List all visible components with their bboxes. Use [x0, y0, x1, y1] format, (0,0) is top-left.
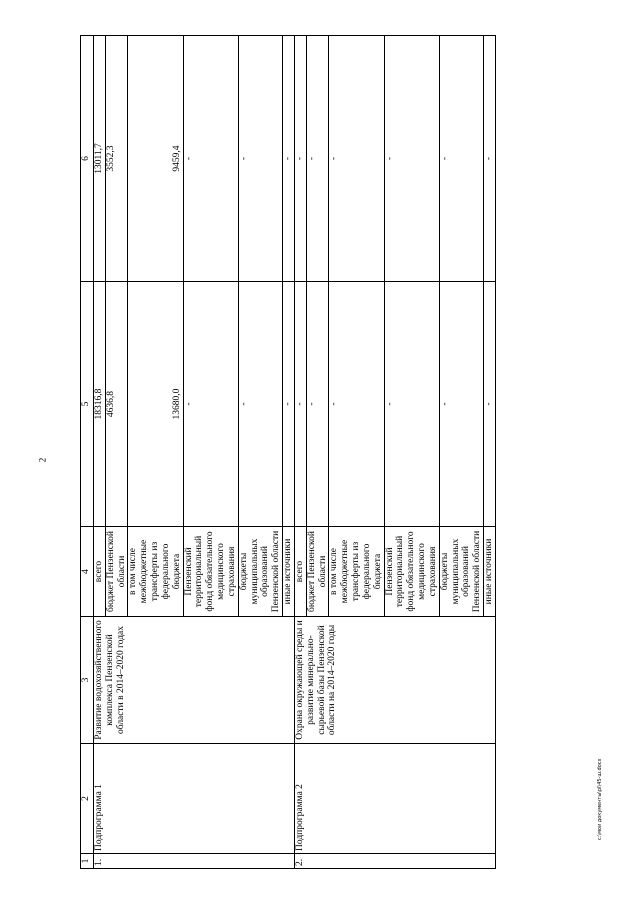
page-number: 2	[37, 457, 48, 463]
header-col-6: 6	[81, 36, 94, 282]
funding-source: бюджеты муниципальных образований Пензенской области	[439, 527, 483, 617]
funding-source: бюджет Пензенской области	[306, 527, 329, 617]
table-row	[294, 36, 306, 869]
program-number: 1.	[94, 854, 295, 869]
funding-source: в том числе межбюджетные трансферты из федерального бюджета	[329, 527, 384, 617]
footer-path-text: c:\мои документы\pl\45-ш.docx	[597, 758, 603, 840]
amount-col6: -	[329, 36, 384, 282]
amount-col5: -	[306, 282, 329, 527]
amount-col5: -	[483, 282, 495, 527]
amount-col6: -	[306, 36, 329, 282]
header-col-1: 1	[81, 854, 94, 869]
funding-source: бюджеты муниципальных образований Пензенской области	[238, 527, 282, 617]
program-number: 2.	[294, 854, 495, 869]
program-name: Подпрограмма 1	[94, 744, 295, 854]
amount-col6: -	[283, 36, 295, 282]
header-row	[81, 36, 94, 869]
amount-col6: -	[483, 36, 495, 282]
header-col-4: 4	[81, 527, 94, 617]
amount-col6: -	[439, 36, 483, 282]
header-col-2: 2	[81, 744, 94, 854]
amount-col6: -	[384, 36, 439, 282]
amount-col5: -	[439, 282, 483, 527]
amount-col5: -	[283, 282, 295, 527]
funding-source: Пензенский территориальный фонд обязательного медицинского страхования	[183, 527, 238, 617]
funding-source: в том числе межбюджетные трансферты из федерального бюджета	[128, 527, 183, 617]
amount-col6: -	[294, 36, 306, 282]
amount-col5: -	[384, 282, 439, 527]
funding-source: всего	[94, 527, 106, 617]
funding-source: бюджет Пензенской области	[105, 527, 128, 617]
amount-col6: 13011,7	[94, 36, 106, 282]
funding-source: всего	[294, 527, 306, 617]
funding-source: Пензенский территориальный фонд обязательного медицинского страхования	[384, 527, 439, 617]
amount-col6: -	[183, 36, 238, 282]
amount-col6: -	[238, 36, 282, 282]
amount-col5: -	[238, 282, 282, 527]
funding-source: иные источники	[283, 527, 295, 617]
table-row	[94, 36, 106, 869]
funding-source: иные источники	[483, 527, 495, 617]
header-col-3: 3	[81, 617, 94, 744]
header-col-5: 5	[81, 282, 94, 527]
amount-col5: -	[183, 282, 238, 527]
amount-col5: -	[294, 282, 306, 527]
program-name: Подпрограмма 2	[294, 744, 495, 854]
amount-col5: 4636,8	[105, 282, 128, 527]
amount-col5: 13680,0	[128, 282, 183, 527]
program-title: Развитие водохозяйственного комплекса Пензенской области в 2014–2020 годах	[94, 617, 295, 744]
amount-col6: 3552,3	[105, 36, 128, 282]
budget-table	[80, 35, 496, 869]
amount-col6: 9459,4	[128, 36, 183, 282]
amount-col5: 18316,8	[94, 282, 106, 527]
amount-col5: -	[329, 282, 384, 527]
rotated-table-container	[80, 36, 580, 869]
program-title: Охрана окружающей среды и развитие минерально-сырьевой базы Пензенской области на 2014–2020 годы	[294, 617, 495, 744]
